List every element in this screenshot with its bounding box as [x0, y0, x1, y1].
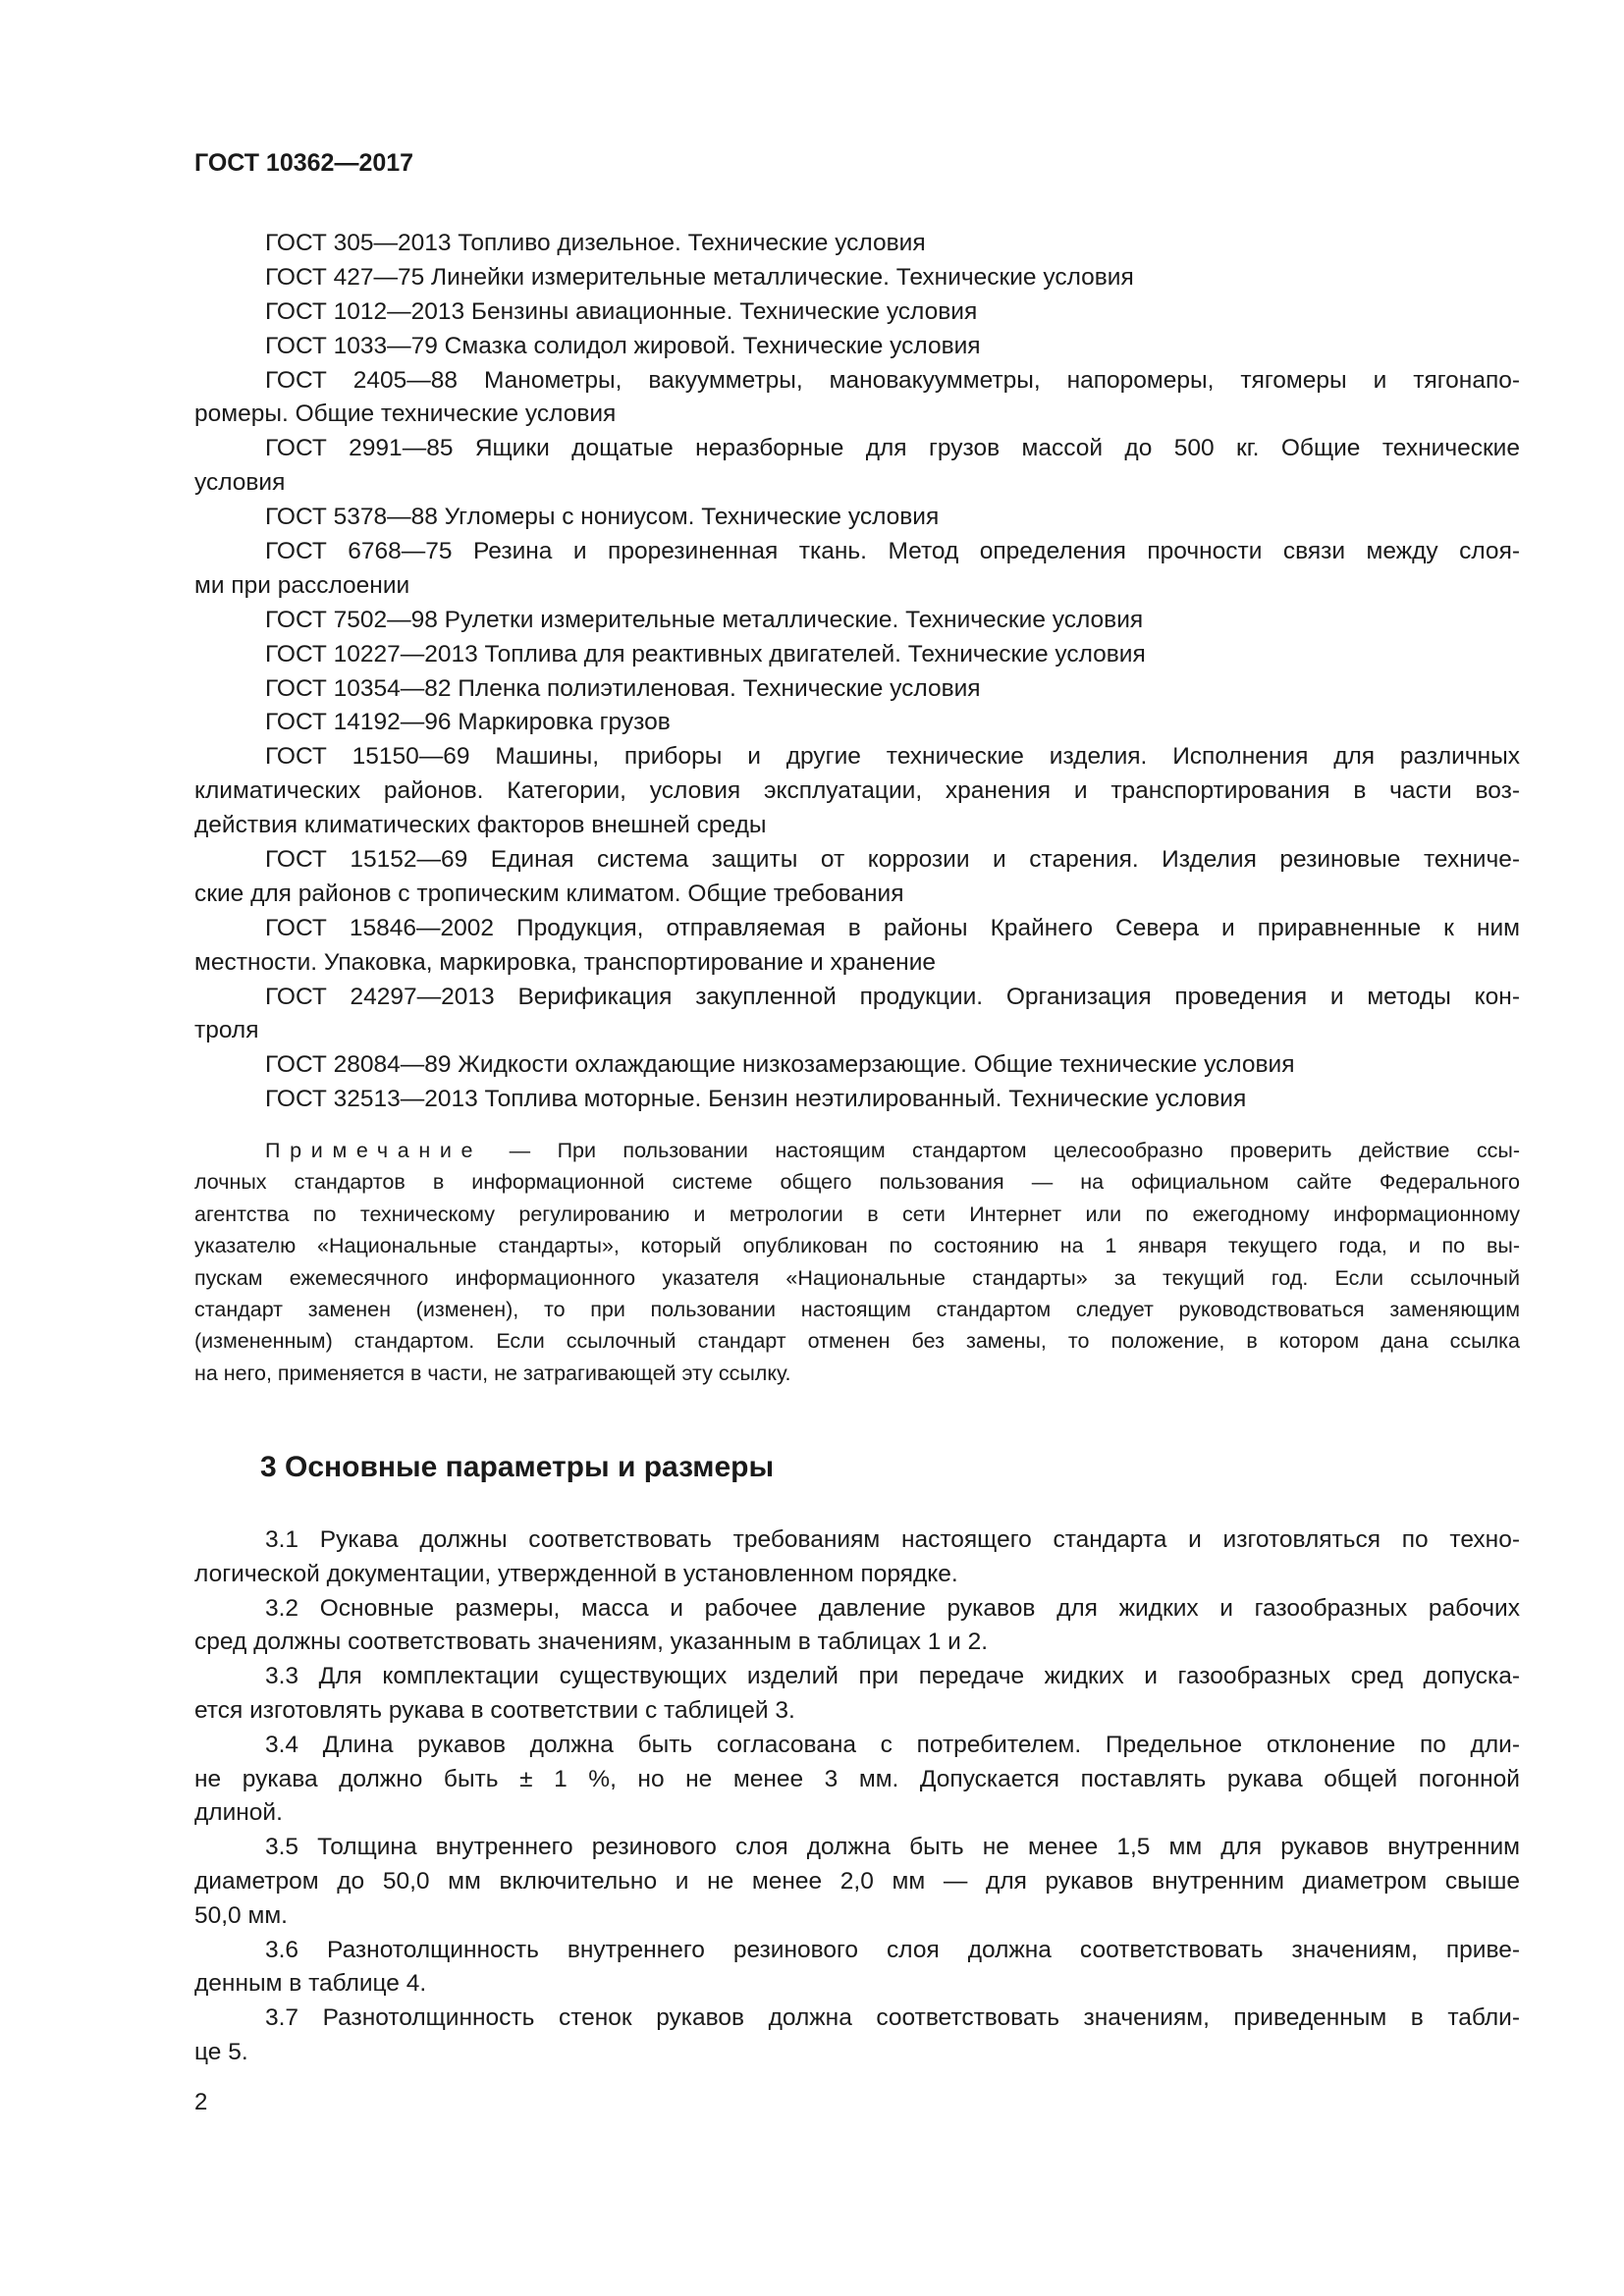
reference-line: ГОСТ 1012—2013 Бензины авиационные. Технические условия [265, 297, 978, 325]
note-line: лочных стандартов в информационной системе общего пользования — на официальном сайте Федерального [194, 1170, 1520, 1195]
reference-line: ГОСТ 15152—69 Единая система защиты от коррозии и старения. Изделия резиновые техниче- [265, 846, 1520, 874]
reference-line: ГОСТ 15150—69 Машины, приборы и другие технические изделия. Исполнения для различных [265, 743, 1520, 771]
reference-line: условия [194, 469, 286, 497]
note-line: на него, применяется в части, не затрагивающей эту ссылку. [194, 1361, 791, 1385]
paragraph-line: 3.3 Для комплектации существующих изделий при передаче жидких и газообразных сред допуска- [265, 1663, 1520, 1690]
reference-line: троля [194, 1017, 259, 1044]
normative-references-list [194, 227, 1520, 1117]
paragraph-line: 3.7 Разнотолщинность стенок рукавов должна соответствовать значениям, приведенным в табли- [265, 2004, 1520, 2032]
reference-line: ГОСТ 427—75 Линейки измерительные металлические. Технические условия [265, 263, 1134, 291]
paragraph-line: 3.2 Основные размеры, масса и рабочее давление рукавов для жидких и газообразных рабочих [265, 1594, 1520, 1622]
reference-line: ГОСТ 10354—82 Пленка полиэтиленовая. Технические условия [265, 674, 981, 702]
paragraph-line: диаметром до 50,0 мм включительно и не менее 2,0 мм — для рукавов внутренним диаметром свыше [194, 1867, 1520, 1895]
reference-line: ГОСТ 5378—88 Угломеры с нониусом. Технические условия [265, 504, 940, 531]
reference-line: ГОСТ 32513—2013 Топлива моторные. Бензин неэтилированный. Технические условия [265, 1086, 1247, 1113]
reference-line: ские для районов с тропическим климатом. Общие требования [194, 880, 904, 907]
note-line: стандарт заменен (изменен), то при пользовании настоящим стандартом следует руководствоваться заменяющим [194, 1297, 1520, 1321]
page-number: 2 [194, 2089, 208, 2115]
paragraph-line: 50,0 мм. [194, 1901, 288, 1929]
reference-line: ромеры. Общие технические условия [194, 400, 617, 428]
note-text: — При пользовании настоящим стандартом целесообразно проверить действие ссы- [509, 1139, 1520, 1162]
paragraph-line: 3.4 Длина рукавов должна быть согласована с потребителем. Предельное отклонение по дли- [265, 1731, 1520, 1758]
reference-line: ми при расслоении [194, 571, 410, 599]
reference-line: ГОСТ 2405—88 Манометры, вакуумметры, мановакуумметры, напоромеры, тягомеры и тягонапо- [265, 366, 1520, 394]
paragraph-line: длиной. [194, 1799, 283, 1827]
note-line: пускам ежемесячного информационного указателя «Национальные стандарты» за текущий год. Если ссылочный [194, 1265, 1520, 1290]
reference-line: ГОСТ 10227—2013 Топлива для реактивных двигателей. Технические условия [265, 640, 1146, 667]
paragraph-line: це 5. [194, 2038, 248, 2065]
reference-line: ГОСТ 28084—89 Жидкости охлаждающие низкозамерзающие. Общие технические условия [265, 1051, 1295, 1079]
note-line: агентства по техническому регулированию и метрологии в сети Интернет или по ежегодному информационному [194, 1201, 1520, 1226]
paragraph-line: логической документации, утвержденной в установленном порядке. [194, 1560, 958, 1587]
document-header: ГОСТ 10362—2017 [194, 149, 414, 177]
paragraph-line: ется изготовлять рукава в соответствии с таблицей 3. [194, 1696, 795, 1724]
section-title: 3 Основные параметры и размеры [260, 1451, 775, 1483]
paragraph-line: 3.5 Толщина внутреннего резинового слоя должна быть не менее 1,5 мм для рукавов внутренним [265, 1834, 1520, 1861]
reference-line: ГОСТ 2991—85 Ящики дощатые неразборные для грузов массой до 500 кг. Общие технические [265, 435, 1520, 462]
note-line: (измененным) стандартом. Если ссылочный стандарт отменен без замены, то положение, в котором дана ссылка [194, 1329, 1520, 1354]
paragraph-line: 3.1 Рукава должны соответствовать требованиям настоящего стандарта и изготовляться по техно- [265, 1526, 1520, 1553]
note-line: указателю «Национальные стандарты», который опубликован по состоянию на 1 января текущего года, и по вы- [194, 1234, 1520, 1258]
reference-line: климатических районов. Категории, условия эксплуатации, хранения и транспортирования в части воз- [194, 777, 1520, 805]
paragraph-line: денным в таблице 4. [194, 1970, 427, 1998]
reference-line: ГОСТ 15846—2002 Продукция, отправляемая в районы Крайнего Севера и приравненные к ним [265, 914, 1520, 941]
reference-line: местности. Упаковка, маркировка, транспортирование и хранение [194, 948, 937, 976]
note-block [194, 1135, 1520, 1389]
reference-line: действия климатических факторов внешней среды [194, 812, 767, 839]
reference-line: ГОСТ 6768—75 Резина и прорезиненная ткань. Метод определения прочности связи между слоя- [265, 538, 1520, 565]
reference-line: ГОСТ 7502—98 Рулетки измерительные металлические. Технические условия [265, 606, 1144, 633]
paragraph-line: не рукава должно быть ± 1 %, но не менее 3 мм. Допускается поставлять рукава общей погонной [194, 1765, 1520, 1792]
reference-line: ГОСТ 24297—2013 Верификация закупленной продукции. Организация проведения и методы кон- [265, 983, 1520, 1010]
paragraph-line: 3.6 Разнотолщинность внутреннего резинового слоя должна соответствовать значениям, приве- [265, 1936, 1520, 1963]
reference-line: ГОСТ 14192—96 Маркировка грузов [265, 709, 671, 736]
paragraph-line: сред должны соответствовать значениям, указанным в таблицах 1 и 2. [194, 1629, 989, 1656]
reference-line: ГОСТ 305—2013 Топливо дизельное. Технические условия [265, 230, 926, 256]
section-body [194, 1523, 1520, 2070]
note-label: Примечание [265, 1139, 483, 1162]
note-line [194, 1135, 1520, 1166]
reference-line: ГОСТ 1033—79 Смазка солидол жировой. Технические условия [265, 332, 981, 359]
